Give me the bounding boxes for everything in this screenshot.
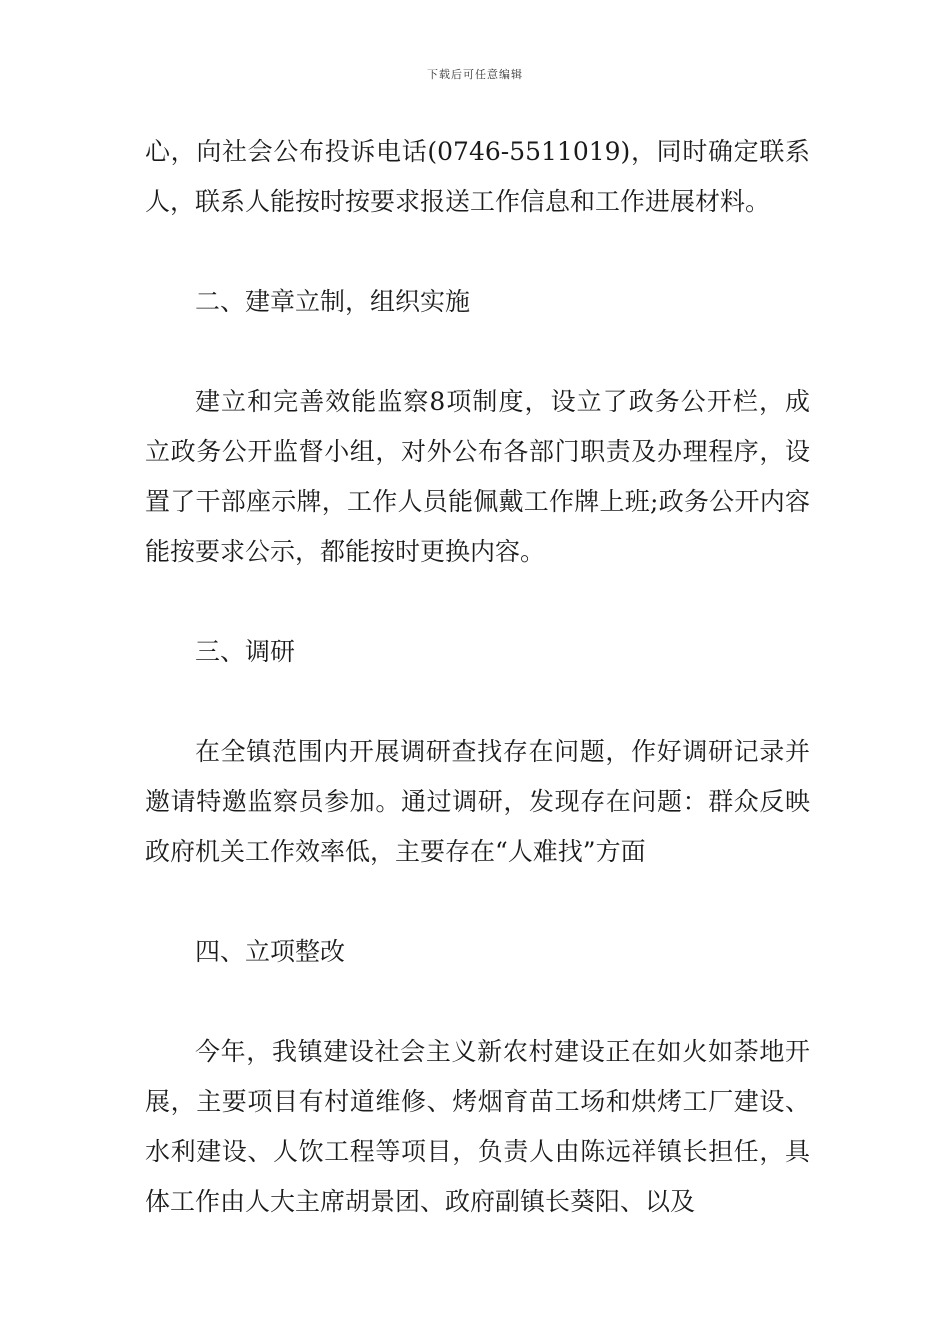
- section-heading-3: 三、调研: [195, 637, 296, 666]
- paragraph-4: 今年，我镇建设社会主义新农村建设正在如火如荼地开展，主要项目有村道维修、烤烟育苗工场和烘烤工厂建设、水利建设、人饮工程等项目，负责人由陈远祥镇长担任，具体工作由人大主席胡景团、政府副镇长葵阳、以及: [145, 1037, 810, 1216]
- paragraph-3: 在全镇范围内开展调研查找存在问题，作好调研记录并邀请特邀监察员参加。通过调研，发现存在问题：群众反映政府机关工作效率低，主要存在“人难找”方面: [145, 737, 810, 866]
- section-heading-2: 二、建章立制，组织实施: [195, 287, 471, 316]
- document-body: [145, 127, 810, 1227]
- paragraph-2: 建立和完善效能监察8项制度，设立了政务公开栏，成立政务公开监督小组，对外公布各部门职责及办理程序，设置了干部座示牌，工作人员能佩戴工作牌上班;政务公开内容能按要求公示，都能按时更换内容。: [145, 387, 810, 566]
- section-heading-4: 四、立项整改: [195, 937, 346, 966]
- paragraph-continued: 心，向社会公布投诉电话(0746-5511019)，同时确定联系人，联系人能按时按要求报送工作信息和工作进展材料。: [145, 137, 810, 216]
- header-note: 下载后可任意编辑: [427, 68, 523, 81]
